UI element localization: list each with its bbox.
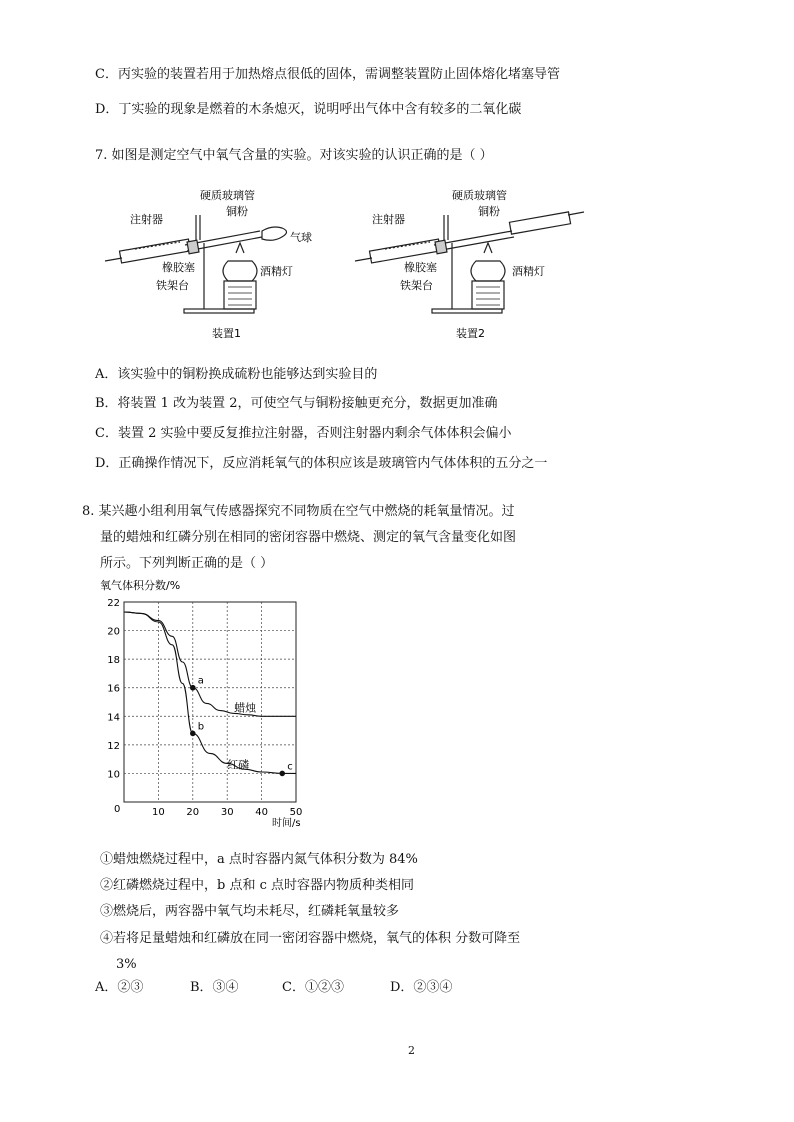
- series-label-1: 蜡烛: [234, 701, 257, 715]
- q8-choice-b: B．③④: [190, 980, 239, 995]
- label-iron-stand-1: 铁架台: [156, 279, 189, 292]
- label-alcohol-lamp-2: 酒精灯: [512, 265, 545, 278]
- q8-statement-4-cont: 3%: [116, 957, 137, 972]
- q7-option-a: A．该实验中的铜粉换成硫粉也能够达到实验目的: [95, 367, 378, 382]
- q8-choice-c: C．①②③: [282, 980, 344, 995]
- y-tick-label: 18: [107, 655, 120, 667]
- label-hard-glass-tube-2: 硬质玻璃管: [452, 189, 507, 202]
- q8-stem-line-2: 量的蜡烛和红磷分别在相同的密闭容器中燃烧、测定的氧气含量变化如图: [100, 530, 517, 545]
- q8-stem-line-1: 8. 某兴趣小组利用氧气传感器探究不同物质在空气中燃烧的耗氧量情况。过: [82, 504, 515, 519]
- point-label-b: b: [197, 721, 205, 733]
- q8-statement-1: ①蜡烛燃烧过程中，a 点时容器内氮气体积分数为 84%: [100, 852, 418, 867]
- x-tick-label: 20: [186, 807, 200, 818]
- caption-apparatus-1: 装置1: [212, 327, 241, 340]
- q7-option-d: D．正确操作情况下，反应消耗氧气的体积应该是玻璃管内气体体积的五分之一: [95, 456, 548, 471]
- y-tick-label: 16: [107, 683, 120, 695]
- x-tick-label: 10: [152, 807, 165, 818]
- y-axis-label: 氧气体积分数/%: [100, 579, 181, 592]
- apparatus-2: [355, 212, 584, 313]
- label-hard-glass-tube-1: 硬质玻璃管: [200, 189, 255, 202]
- apparatus-1: [105, 215, 287, 313]
- page-number: 2: [408, 1044, 415, 1057]
- x-axis-label: 时间/s: [272, 818, 301, 829]
- y-tick-label: 14: [107, 712, 120, 724]
- q8-stem-line-3: 所示。下列判断正确的是（ ）: [100, 556, 274, 571]
- q8-statement-3: ③燃烧后，两容器中氧气均未耗尽，红磷耗氧量较多: [100, 904, 400, 919]
- label-syringe-1: 注射器: [130, 213, 163, 226]
- label-copper-powder-1: 铜粉: [226, 205, 248, 218]
- label-iron-stand-2: 铁架台: [400, 279, 433, 292]
- q8-choice-a: A．②③: [95, 980, 144, 995]
- point-label-a: a: [197, 675, 204, 687]
- y-tick-label: 20: [107, 626, 120, 638]
- y-tick-label: 10: [107, 769, 120, 781]
- x-tick-label: 30: [220, 807, 234, 818]
- q6-option-d: D．丁实验的现象是燃着的木条熄灭，说明呼出气体中含有较多的二氧化碳: [95, 102, 522, 117]
- q8-choice-d: D．②③④: [390, 980, 453, 995]
- q6-option-c: C．丙实验的装置若用于加热熔点很低的固体，需调整装置防止固体熔化堵塞导管: [95, 67, 560, 82]
- series-line-1: [124, 612, 296, 716]
- label-rubber-stopper-1: 橡胶塞: [162, 261, 195, 274]
- label-balloon: 气球: [290, 231, 312, 244]
- q7-option-c: C．装置 2 实验中要反复推拉注射器，否则注射器内剩余气体体积会偏小: [95, 426, 512, 441]
- point-b: [190, 731, 196, 737]
- caption-apparatus-2: 装置2: [456, 327, 485, 340]
- label-rubber-stopper-2: 橡胶塞: [404, 261, 437, 274]
- q7-stem: 7. 如图是测定空气中氧气含量的实验。对该实验的认识正确的是（ ）: [95, 148, 493, 163]
- label-alcohol-lamp-1: 酒精灯: [260, 265, 293, 278]
- y-tick-label: 22: [107, 598, 120, 609]
- q7-option-b: B．将装置 1 改为装置 2，可使空气与铜粉接触更充分，数据更加准确: [95, 396, 498, 411]
- q8-statement-2: ②红磷燃烧过程中，b 点和 c 点时容器内物质种类相同: [100, 878, 414, 893]
- point-a: [190, 685, 196, 691]
- oxygen-chart: [96, 576, 316, 830]
- y-tick-label: 12: [107, 740, 120, 752]
- series-label-2: 红磷: [227, 758, 250, 772]
- x-tick-label: 40: [255, 807, 268, 818]
- point-c: [279, 771, 285, 777]
- label-syringe-2: 注射器: [372, 213, 405, 226]
- point-label-c: c: [287, 761, 293, 773]
- x-tick-label: 50: [289, 807, 303, 818]
- series-line-2: [124, 612, 296, 773]
- origin-label: 0: [114, 804, 121, 815]
- q8-statement-4: ④若将足量蜡烛和红磷放在同一密闭容器中燃烧，氧气的体积 分数可降至: [100, 931, 521, 946]
- q7-apparatus-figure: [100, 185, 600, 345]
- label-copper-powder-2: 铜粉: [478, 205, 500, 218]
